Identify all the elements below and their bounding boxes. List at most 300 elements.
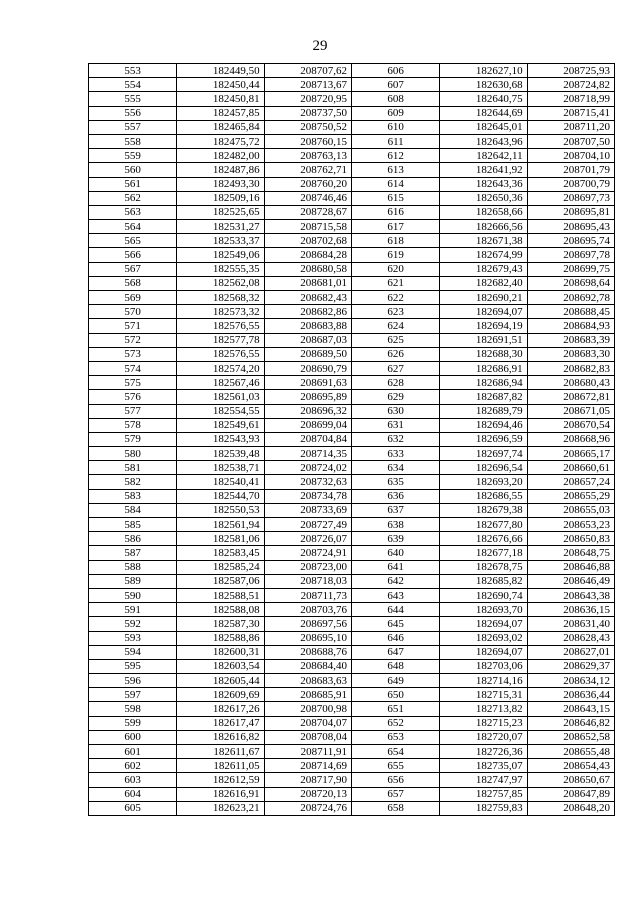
y-coordinate-left: 208684,28 [264, 248, 351, 262]
table-row [89, 376, 615, 390]
y-coordinate-right: 208711,20 [527, 120, 614, 134]
point-number-right: 642 [351, 574, 439, 588]
x-coordinate-left: 182567,46 [177, 376, 264, 390]
y-coordinate-left: 208707,62 [264, 64, 351, 78]
x-coordinate-right: 182691,51 [440, 333, 527, 347]
point-number-right: 618 [351, 234, 439, 248]
y-coordinate-right: 208660,61 [527, 461, 614, 475]
y-coordinate-left: 208711,73 [264, 588, 351, 602]
x-coordinate-right: 182676,66 [440, 532, 527, 546]
table-row [89, 645, 615, 659]
x-coordinate-right: 182693,70 [440, 603, 527, 617]
table-row [89, 532, 615, 546]
table-row [89, 390, 615, 404]
x-coordinate-right: 182642,11 [440, 149, 527, 163]
table-row [89, 617, 615, 631]
point-number-right: 634 [351, 461, 439, 475]
y-coordinate-right: 208636,15 [527, 603, 614, 617]
point-number-left: 579 [89, 432, 177, 446]
x-coordinate-left: 182588,08 [177, 603, 264, 617]
x-coordinate-right: 182693,20 [440, 475, 527, 489]
table-row [89, 248, 615, 262]
x-coordinate-left: 182587,30 [177, 617, 264, 631]
y-coordinate-right: 208695,43 [527, 220, 614, 234]
point-number-left: 562 [89, 191, 177, 205]
y-coordinate-left: 208728,67 [264, 205, 351, 219]
point-number-right: 622 [351, 291, 439, 305]
x-coordinate-right: 182697,74 [440, 447, 527, 461]
point-number-left: 580 [89, 447, 177, 461]
point-number-right: 635 [351, 475, 439, 489]
y-coordinate-left: 208720,13 [264, 787, 351, 801]
table-row [89, 546, 615, 560]
y-coordinate-left: 208691,63 [264, 376, 351, 390]
point-number-left: 578 [89, 418, 177, 432]
point-number-left: 572 [89, 333, 177, 347]
y-coordinate-right: 208631,40 [527, 617, 614, 631]
y-coordinate-right: 208646,49 [527, 574, 614, 588]
x-coordinate-left: 182612,59 [177, 773, 264, 787]
point-number-left: 555 [89, 92, 177, 106]
y-coordinate-right: 208695,74 [527, 234, 614, 248]
point-number-right: 630 [351, 404, 439, 418]
table-row [89, 276, 615, 290]
table-row [89, 716, 615, 730]
x-coordinate-right: 182671,38 [440, 234, 527, 248]
point-number-right: 657 [351, 787, 439, 801]
x-coordinate-right: 182694,19 [440, 319, 527, 333]
x-coordinate-right: 182726,36 [440, 745, 527, 759]
y-coordinate-left: 208704,07 [264, 716, 351, 730]
y-coordinate-right: 208636,44 [527, 688, 614, 702]
point-number-left: 591 [89, 603, 177, 617]
point-number-left: 587 [89, 546, 177, 560]
point-number-left: 594 [89, 645, 177, 659]
table-row [89, 120, 615, 134]
y-coordinate-right: 208655,29 [527, 489, 614, 503]
point-number-left: 558 [89, 134, 177, 148]
x-coordinate-right: 182686,94 [440, 376, 527, 390]
y-coordinate-left: 208760,20 [264, 177, 351, 191]
page-number: 29 [312, 38, 328, 54]
y-coordinate-left: 208690,79 [264, 361, 351, 375]
point-number-right: 609 [351, 106, 439, 120]
y-coordinate-right: 208627,01 [527, 645, 614, 659]
y-coordinate-left: 208714,69 [264, 759, 351, 773]
point-number-left: 595 [89, 659, 177, 673]
point-number-left: 571 [89, 319, 177, 333]
coordinates-table-body [89, 64, 615, 816]
y-coordinate-right: 208692,78 [527, 291, 614, 305]
x-coordinate-left: 182487,86 [177, 163, 264, 177]
x-coordinate-right: 182689,79 [440, 404, 527, 418]
x-coordinate-left: 182450,44 [177, 78, 264, 92]
y-coordinate-right: 208671,05 [527, 404, 614, 418]
y-coordinate-left: 208685,91 [264, 688, 351, 702]
x-coordinate-right: 182679,38 [440, 503, 527, 517]
x-coordinate-right: 182643,36 [440, 177, 527, 191]
y-coordinate-left: 208681,01 [264, 276, 351, 290]
x-coordinate-left: 182574,20 [177, 361, 264, 375]
point-number-left: 603 [89, 773, 177, 787]
y-coordinate-right: 208684,93 [527, 319, 614, 333]
point-number-right: 612 [351, 149, 439, 163]
y-coordinate-right: 208682,83 [527, 361, 614, 375]
table-row [89, 489, 615, 503]
point-number-left: 588 [89, 560, 177, 574]
point-number-right: 625 [351, 333, 439, 347]
point-number-left: 602 [89, 759, 177, 773]
point-number-left: 600 [89, 730, 177, 744]
table-row [89, 730, 615, 744]
x-coordinate-left: 182509,16 [177, 191, 264, 205]
x-coordinate-left: 182568,32 [177, 291, 264, 305]
x-coordinate-right: 182687,82 [440, 390, 527, 404]
x-coordinate-left: 182450,81 [177, 92, 264, 106]
y-coordinate-right: 208650,67 [527, 773, 614, 787]
x-coordinate-right: 182645,01 [440, 120, 527, 134]
x-coordinate-left: 182583,45 [177, 546, 264, 560]
y-coordinate-left: 208750,52 [264, 120, 351, 134]
point-number-right: 658 [351, 801, 439, 815]
point-number-right: 651 [351, 702, 439, 716]
y-coordinate-left: 208697,56 [264, 617, 351, 631]
y-coordinate-right: 208695,81 [527, 205, 614, 219]
table-row [89, 106, 615, 120]
x-coordinate-right: 182715,23 [440, 716, 527, 730]
point-number-left: 560 [89, 163, 177, 177]
x-coordinate-right: 182682,40 [440, 276, 527, 290]
x-coordinate-right: 182630,68 [440, 78, 527, 92]
x-coordinate-left: 182543,93 [177, 432, 264, 446]
x-coordinate-left: 182587,06 [177, 574, 264, 588]
table-row [89, 432, 615, 446]
point-number-left: 557 [89, 120, 177, 134]
y-coordinate-right: 208657,24 [527, 475, 614, 489]
x-coordinate-right: 182735,07 [440, 759, 527, 773]
table-row [89, 205, 615, 219]
table-row [89, 191, 615, 205]
y-coordinate-left: 208682,86 [264, 305, 351, 319]
table-row [89, 560, 615, 574]
table-row [89, 291, 615, 305]
y-coordinate-left: 208733,69 [264, 503, 351, 517]
y-coordinate-left: 208704,84 [264, 432, 351, 446]
x-coordinate-left: 182616,91 [177, 787, 264, 801]
y-coordinate-left: 208715,58 [264, 220, 351, 234]
x-coordinate-right: 182715,31 [440, 688, 527, 702]
point-number-right: 608 [351, 92, 439, 106]
table-row [89, 631, 615, 645]
y-coordinate-right: 208634,12 [527, 674, 614, 688]
y-coordinate-right: 208697,73 [527, 191, 614, 205]
y-coordinate-right: 208643,15 [527, 702, 614, 716]
x-coordinate-right: 182694,07 [440, 617, 527, 631]
y-coordinate-left: 208734,78 [264, 489, 351, 503]
point-number-left: 589 [89, 574, 177, 588]
x-coordinate-right: 182674,99 [440, 248, 527, 262]
y-coordinate-left: 208684,40 [264, 659, 351, 673]
x-coordinate-left: 182549,06 [177, 248, 264, 262]
y-coordinate-left: 208687,03 [264, 333, 351, 347]
y-coordinate-left: 208763,13 [264, 149, 351, 163]
point-number-right: 610 [351, 120, 439, 134]
x-coordinate-left: 182540,41 [177, 475, 264, 489]
point-number-left: 593 [89, 631, 177, 645]
y-coordinate-left: 208762,71 [264, 163, 351, 177]
y-coordinate-right: 208665,17 [527, 447, 614, 461]
x-coordinate-left: 182544,70 [177, 489, 264, 503]
x-coordinate-right: 182759,83 [440, 801, 527, 815]
y-coordinate-left: 208683,63 [264, 674, 351, 688]
y-coordinate-left: 208724,02 [264, 461, 351, 475]
y-coordinate-left: 208714,35 [264, 447, 351, 461]
point-number-right: 653 [351, 730, 439, 744]
point-number-left: 586 [89, 532, 177, 546]
point-number-right: 631 [351, 418, 439, 432]
x-coordinate-right: 182686,91 [440, 361, 527, 375]
table-row [89, 518, 615, 532]
x-coordinate-right: 182703,06 [440, 659, 527, 673]
point-number-left: 567 [89, 262, 177, 276]
point-number-right: 619 [351, 248, 439, 262]
y-coordinate-right: 208683,30 [527, 347, 614, 361]
y-coordinate-left: 208708,04 [264, 730, 351, 744]
table-row [89, 574, 615, 588]
point-number-right: 645 [351, 617, 439, 631]
x-coordinate-left: 182573,32 [177, 305, 264, 319]
x-coordinate-left: 182482,00 [177, 149, 264, 163]
y-coordinate-right: 208646,88 [527, 560, 614, 574]
table-row [89, 177, 615, 191]
y-coordinate-left: 208724,91 [264, 546, 351, 560]
table-row [89, 759, 615, 773]
point-number-left: 554 [89, 78, 177, 92]
y-coordinate-left: 208700,98 [264, 702, 351, 716]
point-number-right: 627 [351, 361, 439, 375]
y-coordinate-left: 208720,95 [264, 92, 351, 106]
point-number-right: 639 [351, 532, 439, 546]
x-coordinate-left: 182581,06 [177, 532, 264, 546]
x-coordinate-left: 182550,53 [177, 503, 264, 517]
point-number-right: 616 [351, 205, 439, 219]
x-coordinate-right: 182694,07 [440, 305, 527, 319]
x-coordinate-left: 182554,55 [177, 404, 264, 418]
x-coordinate-left: 182617,47 [177, 716, 264, 730]
point-number-left: 577 [89, 404, 177, 418]
y-coordinate-left: 208695,89 [264, 390, 351, 404]
point-number-left: 575 [89, 376, 177, 390]
x-coordinate-right: 182679,43 [440, 262, 527, 276]
y-coordinate-left: 208732,63 [264, 475, 351, 489]
point-number-right: 656 [351, 773, 439, 787]
point-number-right: 637 [351, 503, 439, 517]
x-coordinate-right: 182696,59 [440, 432, 527, 446]
point-number-left: 569 [89, 291, 177, 305]
y-coordinate-right: 208648,75 [527, 546, 614, 560]
point-number-right: 647 [351, 645, 439, 659]
x-coordinate-right: 182720,07 [440, 730, 527, 744]
point-number-right: 644 [351, 603, 439, 617]
table-row [89, 404, 615, 418]
x-coordinate-left: 182555,35 [177, 262, 264, 276]
table-row [89, 418, 615, 432]
point-number-left: 601 [89, 745, 177, 759]
point-number-left: 570 [89, 305, 177, 319]
y-coordinate-right: 208654,43 [527, 759, 614, 773]
y-coordinate-right: 208680,43 [527, 376, 614, 390]
table-row [89, 319, 615, 333]
y-coordinate-right: 208655,48 [527, 745, 614, 759]
x-coordinate-left: 182576,55 [177, 319, 264, 333]
y-coordinate-left: 208713,67 [264, 78, 351, 92]
point-number-left: 599 [89, 716, 177, 730]
table-row [89, 787, 615, 801]
point-number-right: 629 [351, 390, 439, 404]
x-coordinate-left: 182538,71 [177, 461, 264, 475]
point-number-left: 561 [89, 177, 177, 191]
x-coordinate-left: 182576,55 [177, 347, 264, 361]
point-number-left: 590 [89, 588, 177, 602]
point-number-left: 604 [89, 787, 177, 801]
x-coordinate-left: 182623,21 [177, 801, 264, 815]
point-number-left: 553 [89, 64, 177, 78]
x-coordinate-right: 182658,66 [440, 205, 527, 219]
y-coordinate-right: 208648,20 [527, 801, 614, 815]
point-number-left: 563 [89, 205, 177, 219]
table-row [89, 773, 615, 787]
point-number-left: 576 [89, 390, 177, 404]
point-number-right: 611 [351, 134, 439, 148]
x-coordinate-right: 182627,10 [440, 64, 527, 78]
x-coordinate-left: 182609,69 [177, 688, 264, 702]
x-coordinate-right: 182696,54 [440, 461, 527, 475]
y-coordinate-left: 208723,00 [264, 560, 351, 574]
y-coordinate-right: 208707,50 [527, 134, 614, 148]
x-coordinate-right: 182644,69 [440, 106, 527, 120]
x-coordinate-right: 182690,74 [440, 588, 527, 602]
point-number-right: 633 [351, 447, 439, 461]
point-number-left: 596 [89, 674, 177, 688]
y-coordinate-right: 208699,75 [527, 262, 614, 276]
y-coordinate-left: 208695,10 [264, 631, 351, 645]
y-coordinate-right: 208647,89 [527, 787, 614, 801]
y-coordinate-left: 208703,76 [264, 603, 351, 617]
point-number-left: 565 [89, 234, 177, 248]
point-number-right: 654 [351, 745, 439, 759]
point-number-left: 582 [89, 475, 177, 489]
point-number-right: 607 [351, 78, 439, 92]
point-number-right: 628 [351, 376, 439, 390]
point-number-right: 649 [351, 674, 439, 688]
x-coordinate-left: 182533,37 [177, 234, 264, 248]
x-coordinate-right: 182688,30 [440, 347, 527, 361]
x-coordinate-left: 182605,44 [177, 674, 264, 688]
y-coordinate-right: 208643,38 [527, 588, 614, 602]
y-coordinate-left: 208737,50 [264, 106, 351, 120]
x-coordinate-left: 182562,08 [177, 276, 264, 290]
point-number-right: 646 [351, 631, 439, 645]
x-coordinate-left: 182561,94 [177, 518, 264, 532]
x-coordinate-left: 182457,85 [177, 106, 264, 120]
point-number-right: 638 [351, 518, 439, 532]
x-coordinate-right: 182666,56 [440, 220, 527, 234]
x-coordinate-right: 182677,80 [440, 518, 527, 532]
coordinates-table [88, 63, 615, 816]
x-coordinate-left: 182531,27 [177, 220, 264, 234]
table-row [89, 78, 615, 92]
point-number-right: 641 [351, 560, 439, 574]
x-coordinate-right: 182643,96 [440, 134, 527, 148]
x-coordinate-left: 182449,50 [177, 64, 264, 78]
x-coordinate-right: 182747,97 [440, 773, 527, 787]
x-coordinate-right: 182686,55 [440, 489, 527, 503]
y-coordinate-left: 208696,32 [264, 404, 351, 418]
table-row [89, 659, 615, 673]
table-row [89, 745, 615, 759]
x-coordinate-right: 182714,16 [440, 674, 527, 688]
y-coordinate-left: 208718,03 [264, 574, 351, 588]
y-coordinate-left: 208717,90 [264, 773, 351, 787]
x-coordinate-left: 182617,26 [177, 702, 264, 716]
x-coordinate-left: 182465,84 [177, 120, 264, 134]
table-row [89, 305, 615, 319]
y-coordinate-right: 208652,58 [527, 730, 614, 744]
y-coordinate-right: 208701,79 [527, 163, 614, 177]
x-coordinate-left: 182600,31 [177, 645, 264, 659]
x-coordinate-right: 182677,18 [440, 546, 527, 560]
y-coordinate-right: 208715,41 [527, 106, 614, 120]
point-number-right: 617 [351, 220, 439, 234]
point-number-left: 584 [89, 503, 177, 517]
point-number-right: 643 [351, 588, 439, 602]
point-number-right: 614 [351, 177, 439, 191]
table-row [89, 149, 615, 163]
point-number-right: 640 [351, 546, 439, 560]
table-row [89, 588, 615, 602]
point-number-left: 574 [89, 361, 177, 375]
y-coordinate-right: 208653,23 [527, 518, 614, 532]
y-coordinate-left: 208689,50 [264, 347, 351, 361]
x-coordinate-right: 182640,75 [440, 92, 527, 106]
y-coordinate-left: 208683,88 [264, 319, 351, 333]
y-coordinate-left: 208726,07 [264, 532, 351, 546]
point-number-left: 605 [89, 801, 177, 815]
x-coordinate-left: 182588,86 [177, 631, 264, 645]
y-coordinate-right: 208688,45 [527, 305, 614, 319]
y-coordinate-right: 208655,03 [527, 503, 614, 517]
x-coordinate-left: 182603,54 [177, 659, 264, 673]
table-row [89, 92, 615, 106]
table-row [89, 361, 615, 375]
table-row [89, 64, 615, 78]
y-coordinate-right: 208718,99 [527, 92, 614, 106]
y-coordinate-left: 208702,68 [264, 234, 351, 248]
point-number-right: 623 [351, 305, 439, 319]
point-number-left: 585 [89, 518, 177, 532]
y-coordinate-right: 208700,79 [527, 177, 614, 191]
y-coordinate-right: 208628,43 [527, 631, 614, 645]
x-coordinate-right: 182650,36 [440, 191, 527, 205]
x-coordinate-left: 182616,82 [177, 730, 264, 744]
table-row [89, 262, 615, 276]
point-number-left: 598 [89, 702, 177, 716]
y-coordinate-left: 208699,04 [264, 418, 351, 432]
x-coordinate-right: 182757,85 [440, 787, 527, 801]
table-row [89, 503, 615, 517]
y-coordinate-right: 208698,64 [527, 276, 614, 290]
point-number-left: 568 [89, 276, 177, 290]
